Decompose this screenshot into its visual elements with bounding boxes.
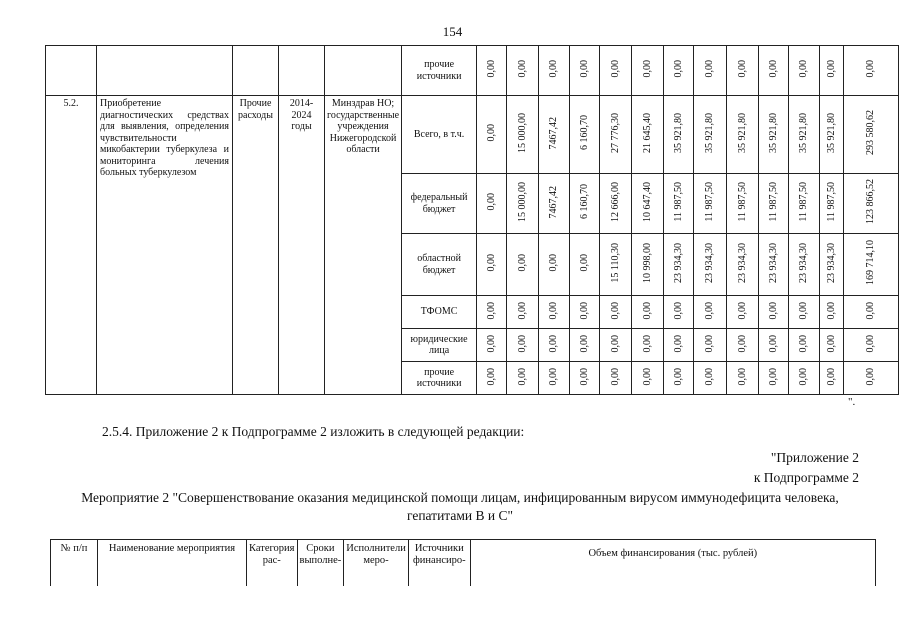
value-cell [507,362,539,395]
value-cell [759,296,789,329]
value-cell [507,46,539,96]
value-text: 0,00 [825,334,837,352]
value-cell [600,174,632,234]
value-text: 27 776,30 [609,112,621,153]
value-text: 0,00 [516,301,528,319]
value-text: 0,00 [704,367,716,385]
value-cell [632,174,664,234]
value-text: 0,00 [548,334,560,352]
value-text: 123 866,52 [865,179,877,225]
value-text: 0,00 [641,60,653,78]
value-text: 0,00 [485,193,497,211]
value-cell [539,234,570,296]
value-cell [759,46,789,96]
expense-category: Прочие расходы [233,96,279,395]
source-label: федеральный бюджет [402,174,477,234]
value-text: 11 987,50 [825,181,837,222]
value-cell [539,329,570,362]
value-text: 0,00 [548,367,560,385]
empty-cell [97,46,233,96]
value-text: 0,00 [865,367,877,385]
value-cell [759,234,789,296]
value-cell [727,234,759,296]
value-cell [600,46,632,96]
value-text: 0,00 [578,254,590,272]
value-text: 35 921,80 [704,112,716,153]
empty-cell [325,46,402,96]
value-text: 10 998,00 [641,242,653,283]
value-cell [664,46,694,96]
value-text: 0,00 [485,60,497,78]
value-text: 23 934,30 [672,242,684,283]
value-text: 0,00 [865,301,877,319]
value-text: 0,00 [798,301,810,319]
header-period: Сроки выполне- [297,540,344,586]
value-cell [694,234,727,296]
value-cell [507,296,539,329]
value-text: 21 645,40 [641,112,653,153]
value-text: 0,00 [609,367,621,385]
value-cell [759,329,789,362]
value-text: 0,00 [516,367,528,385]
source-label: юридические лица [402,329,477,362]
value-text: 0,00 [672,334,684,352]
value-cell [507,329,539,362]
value-text: 35 921,80 [736,112,748,153]
empty-cell [46,46,97,96]
value-cell [539,296,570,329]
value-cell [570,234,600,296]
value-text: 0,00 [825,301,837,319]
value-cell [694,46,727,96]
value-text: 0,00 [548,254,560,272]
value-cell [570,296,600,329]
value-text: 15 000,00 [516,181,528,222]
value-text: 0,00 [798,334,810,352]
value-cell [759,174,789,234]
value-text: 0,00 [798,367,810,385]
value-text: 0,00 [767,367,779,385]
value-cell [727,329,759,362]
value-cell [507,174,539,234]
value-text: 23 934,30 [767,242,779,283]
financing-table [45,45,899,395]
value-cell [570,96,600,174]
value-text: 0,00 [825,60,837,78]
value-cell [477,96,507,174]
value-cell [570,46,600,96]
value-text: 23 934,30 [704,242,716,283]
value-cell [570,362,600,395]
value-cell [570,174,600,234]
value-cell [664,234,694,296]
value-cell [820,96,844,174]
value-text: 0,00 [767,301,779,319]
value-cell [694,362,727,395]
value-text: 0,00 [736,301,748,319]
value-text: 12 666,00 [609,181,621,222]
value-text: 0,00 [704,60,716,78]
value-cell [789,46,820,96]
table-row [46,46,899,96]
value-text: 0,00 [609,60,621,78]
value-text: 0,00 [578,367,590,385]
value-text: 0,00 [641,301,653,319]
value-cell [632,296,664,329]
value-cell [820,296,844,329]
measure-name: Приобретение диагностических средствах для выявления, определения чувствительности микобактерии туберкулеза и мониторинга лечения больных туберкулезом [97,96,233,395]
value-text: 0,00 [672,60,684,78]
value-text: 0,00 [485,367,497,385]
measure-title: Мероприятие 2 "Совершенствование оказания медицинской помощи лицам, инфицированным вирусом иммунодефицита человека, гепатитами В и С" [81,490,839,524]
value-cell [539,362,570,395]
value-cell [759,96,789,174]
value-cell [820,46,844,96]
closing-quote: ". [848,396,856,408]
value-text: 0,00 [516,334,528,352]
appendix-subprogram: к Подпрограмме 2 [753,470,859,485]
value-cell [844,362,899,395]
value-cell [507,96,539,174]
value-cell [477,46,507,96]
value-cell [477,362,507,395]
value-cell [632,234,664,296]
value-cell [789,329,820,362]
value-cell [664,96,694,174]
header-category: Категория рас- [247,540,298,586]
value-text: 0,00 [485,124,497,142]
value-cell [844,46,899,96]
value-text: 0,00 [516,254,528,272]
value-text: 10 647,40 [641,181,653,222]
value-text: 293 580,62 [865,110,877,156]
value-text: 0,00 [736,60,748,78]
value-cell [632,46,664,96]
value-cell [632,329,664,362]
value-cell [789,234,820,296]
value-cell [570,329,600,362]
value-cell [600,296,632,329]
value-cell [694,329,727,362]
value-text: 11 987,50 [798,181,810,222]
value-text: 23 934,30 [798,242,810,283]
value-text: 0,00 [865,334,877,352]
value-text: 0,00 [736,334,748,352]
value-cell [844,174,899,234]
value-cell [789,96,820,174]
value-text: 0,00 [609,334,621,352]
value-cell [664,174,694,234]
value-cell [844,96,899,174]
value-cell [727,362,759,395]
value-cell [820,329,844,362]
value-text: 0,00 [767,60,779,78]
value-text: 0,00 [485,254,497,272]
value-text: 0,00 [865,60,877,78]
value-text: 0,00 [578,334,590,352]
value-text: 169 714,10 [865,240,877,286]
empty-cell [233,46,279,96]
value-text: 6 160,70 [578,115,590,151]
table-row [46,96,899,174]
value-cell [664,296,694,329]
header-num: № п/п [51,540,98,586]
amendment-paragraph: 2.5.4. Приложение 2 к Подпрограмме 2 изложить в следующей редакции: [102,424,525,439]
value-cell [727,96,759,174]
executor: Минздрав НО; государственные учреждения Нижегородской области [325,96,402,395]
value-text: 35 921,80 [672,112,684,153]
value-cell [507,234,539,296]
value-text: 0,00 [548,60,560,78]
value-text: 0,00 [704,334,716,352]
source-label: областной бюджет [402,234,477,296]
source-label: ТФОМС [402,296,477,329]
value-cell [539,174,570,234]
value-text: 15 110,30 [609,242,621,283]
page-number: 154 [442,24,463,39]
value-cell [844,329,899,362]
value-cell [664,329,694,362]
source-label: Всего, в т.ч. [402,96,477,174]
value-cell [789,362,820,395]
value-text: 35 921,80 [825,112,837,153]
value-text: 0,00 [578,301,590,319]
value-text: 15 000,00 [516,112,528,153]
value-cell [477,329,507,362]
value-text: 0,00 [672,367,684,385]
value-cell [664,362,694,395]
value-text: 11 987,50 [736,181,748,222]
header-volume: Объем финансирования (тыс. рублей) [470,540,875,586]
value-text: 0,00 [485,301,497,319]
value-text: 7467,42 [548,116,560,149]
value-cell [694,296,727,329]
value-text: 11 987,50 [767,181,779,222]
value-cell [844,234,899,296]
financing-header-table [50,539,876,586]
value-text: 0,00 [672,301,684,319]
value-text: 11 987,50 [672,181,684,222]
row-number: 5.2. [46,96,97,395]
value-text: 0,00 [485,334,497,352]
value-text: 35 921,80 [767,112,779,153]
value-cell [694,96,727,174]
value-cell [477,234,507,296]
value-text: 0,00 [704,301,716,319]
value-text: 7467,42 [548,185,560,218]
execution-period: 2014-2024 годы [279,96,325,395]
value-cell [632,96,664,174]
value-text: 0,00 [736,367,748,385]
value-cell [727,174,759,234]
value-cell [600,234,632,296]
value-text: 35 921,80 [798,112,810,153]
value-cell [727,296,759,329]
value-text: 0,00 [825,367,837,385]
value-cell [759,362,789,395]
header-name: Наименование мероприятия [98,540,247,586]
value-cell [789,174,820,234]
value-text: 0,00 [641,334,653,352]
value-text: 11 987,50 [704,181,716,222]
value-cell [632,362,664,395]
value-text: 0,00 [641,367,653,385]
value-text: 0,00 [798,60,810,78]
value-cell [844,296,899,329]
value-text: 0,00 [609,301,621,319]
value-text: 23 934,30 [736,242,748,283]
value-cell [539,46,570,96]
value-text: 0,00 [516,60,528,78]
appendix-label: "Приложение 2 [770,450,859,465]
value-cell [820,174,844,234]
value-text: 23 934,30 [825,242,837,283]
value-text: 0,00 [767,334,779,352]
value-cell [477,296,507,329]
value-text: 6 160,70 [578,184,590,220]
value-cell [727,46,759,96]
value-cell [820,234,844,296]
header-executor: Исполнители меро- [344,540,409,586]
value-text: 0,00 [578,60,590,78]
value-cell [694,174,727,234]
value-cell [477,174,507,234]
value-cell [600,96,632,174]
value-cell [600,329,632,362]
source-label: прочие источники [402,362,477,395]
value-cell [820,362,844,395]
value-cell [789,296,820,329]
empty-cell [279,46,325,96]
value-text: 0,00 [548,301,560,319]
value-cell [539,96,570,174]
value-cell [600,362,632,395]
header-sources: Источники финансиро- [408,540,470,586]
source-label: прочие источники [402,46,477,96]
